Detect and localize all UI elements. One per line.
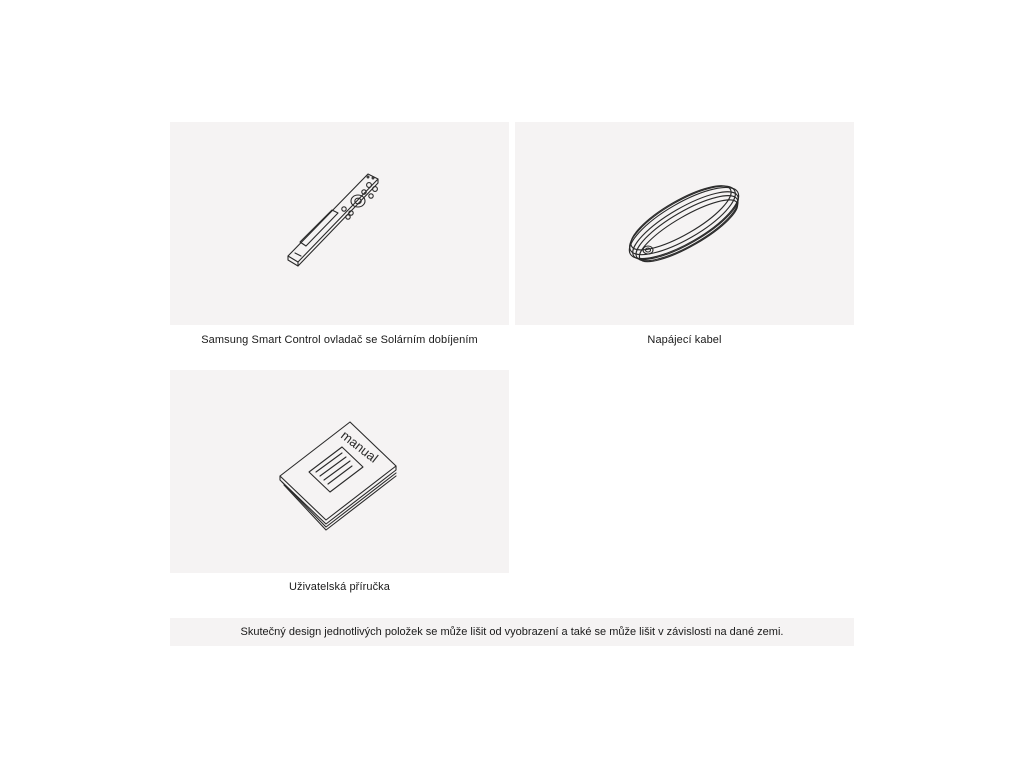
remote-caption: Samsung Smart Control ovladač se Solárním dobíjením xyxy=(201,334,478,346)
manual-icon xyxy=(170,370,509,573)
manual-caption: Uživatelská příručka xyxy=(288,581,391,593)
manual-card xyxy=(170,370,509,573)
remote-card xyxy=(170,122,509,325)
remote-control-icon xyxy=(170,122,509,325)
disclaimer-bar xyxy=(170,618,854,646)
cable-caption: Napájecí kabel xyxy=(647,334,722,346)
power-cable-icon xyxy=(515,122,854,325)
disclaimer-text: Skutečný design jednotlivých položek se může lišit od vyobrazení a také se může lišit v závislosti na dané zemi. xyxy=(240,626,784,638)
cable-card xyxy=(515,122,854,325)
manual-cover-label: manual xyxy=(338,427,381,466)
